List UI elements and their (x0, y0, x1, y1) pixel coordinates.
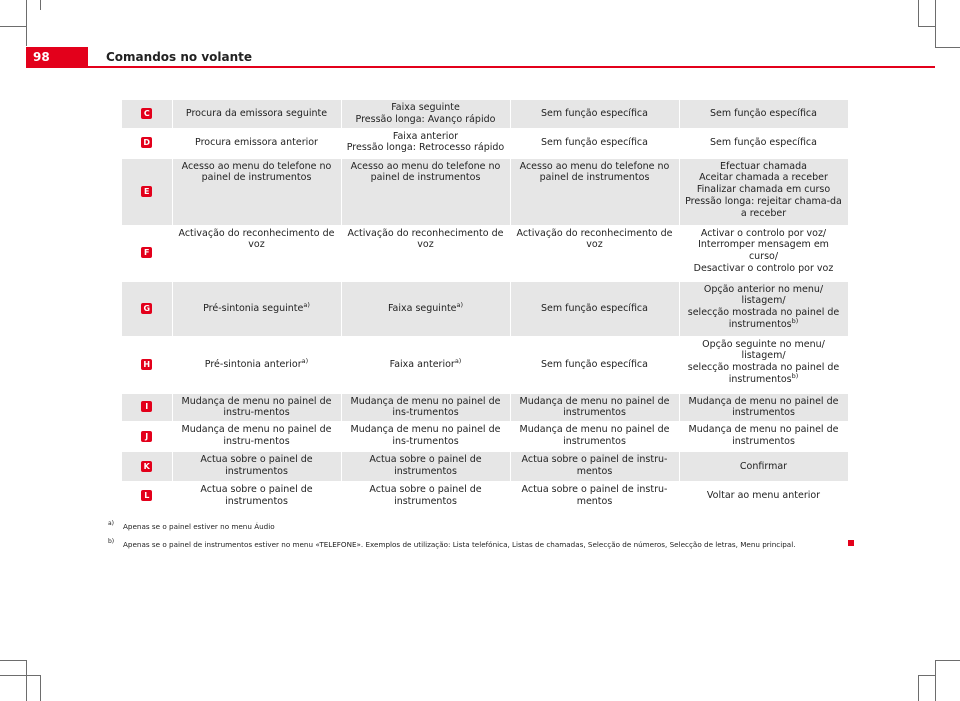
table-cell (510, 100, 679, 128)
table-cell (341, 225, 510, 281)
table-cell (679, 422, 848, 452)
crop-mark (918, 675, 935, 676)
table-cell (341, 393, 510, 422)
table-cell (172, 100, 341, 128)
page-number: 98 (33, 50, 50, 64)
crop-mark (935, 0, 936, 48)
table-row (122, 281, 848, 336)
row-key-cell (122, 422, 172, 452)
footnote-marker: b) (108, 538, 115, 545)
cell-text: Pré-sintonia seguinte (203, 302, 304, 314)
row-key-cell (122, 336, 172, 393)
cell-text: Activar o controlo por voz/ Interromper mensagem em curso/ Desactivar o controlo por voz (693, 227, 834, 274)
table-row (122, 128, 848, 158)
cell-text: Sem função específica (541, 107, 648, 119)
row-key-cell (122, 128, 172, 158)
cell-text: Actua sobre o painel de instru-mentos (521, 454, 668, 477)
cell-text: Procura da emissora seguinte (185, 107, 328, 119)
footnote-text: Apenas se o painel estiver no menu Áudio (123, 522, 275, 531)
cell-text: Faixa seguinte (387, 302, 457, 314)
cell-text: Actua sobre o painel de instru-mentos (521, 484, 668, 507)
row-key-cell (122, 158, 172, 225)
cell-text: Procura emissora anterior (195, 137, 318, 149)
table-cell (679, 393, 848, 422)
key-badge: L (141, 490, 152, 501)
table-cell (341, 158, 510, 225)
cell-text: Opção seguinte no menu/ listagem/ selecção mostrada no painel de instrumentos (687, 338, 840, 385)
table-cell (172, 128, 341, 158)
table-cell (679, 482, 848, 511)
cell-text: Acesso ao menu do telefone no painel de instrumentos (350, 160, 501, 184)
cell-text: Mudança de menu no painel de instru-mentos (181, 395, 332, 419)
table-cell (679, 336, 848, 393)
table-cell (172, 422, 341, 452)
crop-mark (40, 0, 41, 10)
table-cell (172, 281, 341, 336)
row-key-cell (122, 281, 172, 336)
footnote-ref: b) (791, 316, 799, 325)
cell-text: Actua sobre o painel de instrumentos (369, 484, 482, 508)
crop-mark (918, 675, 919, 701)
table-cell (510, 482, 679, 511)
section-end-marker (848, 540, 854, 546)
key-badge: G (141, 303, 152, 314)
table-cell (510, 281, 679, 336)
key-badge: C (141, 108, 152, 119)
table-cell (341, 100, 510, 128)
row-key-cell (122, 452, 172, 482)
key-badge: D (141, 137, 152, 148)
table-cell (510, 422, 679, 452)
footnote-a (108, 522, 848, 532)
table-cell (172, 158, 341, 225)
crop-mark (26, 0, 27, 46)
footnote-marker: a) (108, 520, 115, 527)
crop-mark (935, 660, 960, 661)
table-cell (679, 225, 848, 281)
cell-text: Voltar ao menu anterior (706, 490, 821, 502)
key-badge: F (141, 247, 152, 258)
table-row (122, 225, 848, 281)
crop-mark (935, 47, 960, 48)
cell-text: Sem função específica (710, 107, 817, 119)
table-cell (172, 393, 341, 422)
crop-mark (0, 660, 26, 661)
footnote-text: Apenas se o painel de instrumentos estiver no menu «TELEFONE». Exemplos de utilização: Lista telefónica, Listas de chamadas, Selecção de números, Selecção de letras, Menu principal. (123, 540, 796, 549)
table-cell (172, 482, 341, 511)
crop-mark (0, 675, 40, 676)
footnote-ref: a) (456, 300, 464, 309)
table-cell (341, 422, 510, 452)
crop-mark (26, 660, 27, 701)
table-row (122, 158, 848, 225)
table-row (122, 452, 848, 482)
table-row (122, 482, 848, 511)
cell-text: Sem função específica (541, 302, 648, 314)
cell-text: Sem função específica (541, 137, 648, 149)
table-cell (341, 281, 510, 336)
cell-text: Faixa anterior (389, 358, 455, 370)
cell-text: Mudança de menu no painel de instrumentos (519, 395, 670, 419)
cell-text: Acesso ao menu do telefone no painel de instrumentos (519, 160, 670, 184)
table-cell (679, 158, 848, 225)
footnotes (108, 522, 848, 558)
cell-text: Mudança de menu no painel de ins-trumentos (350, 424, 501, 447)
header-rule (26, 66, 935, 68)
footnote-ref: a) (303, 300, 310, 309)
key-badge: J (141, 431, 152, 442)
footnote-ref: b) (791, 371, 799, 380)
cell-text: Efectuar chamada Aceitar chamada a receber Finalizar chamada em curso Pressão longa: rejeitar chama-da a receber (685, 160, 842, 219)
cell-text: Actua sobre o painel de instrumentos (369, 454, 482, 477)
table-cell (510, 393, 679, 422)
table-cell (679, 281, 848, 336)
row-key-cell (122, 100, 172, 128)
cell-text: Faixa seguinte Pressão longa: Avanço rápido (355, 102, 496, 125)
cell-text: Mudança de menu no painel de ins-trumentos (350, 395, 501, 419)
crop-mark (0, 26, 26, 27)
footnote-b (108, 540, 848, 550)
cell-text: Acesso ao menu do telefone no painel de instrumentos (181, 160, 332, 184)
table-cell (510, 158, 679, 225)
table-row (122, 393, 848, 422)
cell-text: Mudança de menu no painel de instrumentos (688, 395, 839, 419)
table-row (122, 336, 848, 393)
table-row (122, 422, 848, 452)
crop-mark (918, 0, 919, 26)
cell-text: Confirmar (739, 460, 788, 472)
table-cell (679, 100, 848, 128)
controls-table (122, 100, 849, 511)
crop-mark (40, 675, 41, 701)
table-cell (679, 128, 848, 158)
table-row (122, 100, 848, 128)
cell-text: Faixa anterior Pressão longa: Retrocesso rápido (346, 130, 505, 154)
table-cell (679, 452, 848, 482)
crop-mark (918, 26, 935, 27)
table-cell (172, 225, 341, 281)
row-key-cell (122, 225, 172, 281)
table-cell (341, 452, 510, 482)
footnote-ref: a) (454, 356, 462, 365)
table-cell (510, 225, 679, 281)
cell-text: Actua sobre o painel de instrumentos (200, 484, 313, 508)
cell-text: Mudança de menu no painel de instru-mentos (181, 424, 332, 447)
table-cell (341, 482, 510, 511)
row-key-cell (122, 393, 172, 422)
key-badge: H (141, 359, 152, 370)
cell-text: Activação do reconhecimento de voz (516, 227, 673, 251)
key-badge: E (141, 186, 152, 197)
table-cell (510, 336, 679, 393)
cell-text: Activação do reconhecimento de voz (347, 227, 504, 251)
footnote-ref: a) (301, 356, 309, 365)
row-key-cell (122, 482, 172, 511)
key-badge: I (141, 401, 152, 412)
table-cell (341, 336, 510, 393)
cell-text: Sem função específica (710, 137, 817, 149)
table-cell (341, 128, 510, 158)
key-badge: K (141, 461, 152, 472)
table-cell (510, 452, 679, 482)
section-title: Comandos no volante (106, 50, 253, 64)
cell-text: Pré-sintonia anterior (204, 358, 302, 370)
cell-text: Opção anterior no menu/ listagem/ selecção mostrada no painel de instrumentos (687, 283, 840, 330)
cell-text: Actua sobre o painel de instrumentos (200, 454, 313, 477)
cell-text: Activação do reconhecimento de voz (178, 227, 335, 251)
cell-text: Mudança de menu no painel de instrumentos (688, 424, 839, 447)
table-cell (172, 452, 341, 482)
cell-text: Sem função específica (541, 358, 648, 370)
cell-text: Mudança de menu no painel de instrumentos (519, 424, 670, 447)
crop-mark (935, 660, 936, 701)
table-cell (510, 128, 679, 158)
table-cell (172, 336, 341, 393)
